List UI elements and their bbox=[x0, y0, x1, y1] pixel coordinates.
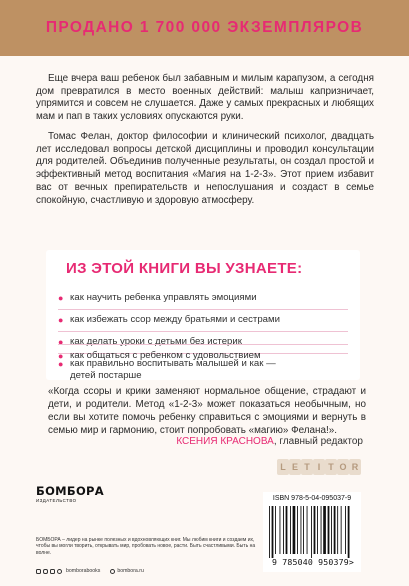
intro-paragraph-1: Еще вчера ваш ребенок был забавным и милым карапузом, а сегодня дом превратился в место военных действий: малыш капризничает, упрямится и совсем не слушается. Даже у самых прекрасных и любящих мам и пап в таких условиях опускаются руки. bbox=[36, 73, 374, 123]
divider bbox=[58, 344, 348, 345]
barcode-number: 9 785040 950379> bbox=[271, 557, 355, 567]
divider bbox=[58, 309, 348, 310]
logo-letter: T bbox=[301, 459, 313, 475]
learn-item: ● как научить ребенка управлять эмоциями bbox=[58, 292, 257, 303]
bullet-dot-icon: ● bbox=[58, 351, 64, 361]
editor-quote: «Когда ссоры и крики заменяют нормальное общение, страдают и дети, и родители. Метод «1-2-3» может показаться необычным, но если вы хотите помочь ребенку справиться с эмоциями и вернуть в семью мир и гармонию, стоит попробовать «магию» Фелана!». bbox=[48, 386, 366, 436]
isbn: ISBN 978-5-04-095037-9 bbox=[272, 495, 352, 502]
bullet-dot-icon: ● bbox=[58, 337, 64, 347]
logo-letter: E bbox=[289, 459, 301, 475]
publisher-blurb: БОМБОРА – лидер на рынке полезных и вдохновляющих книг. Мы любим книги и создаем их, чтобы вы могли творить, открывать мир, пробовать новое, расти. Быть счастливыми. Быть на волне. bbox=[36, 537, 256, 556]
letitor-logo bbox=[277, 459, 361, 477]
quote-role: , главный редактор bbox=[273, 436, 363, 447]
publisher-subtitle: ИЗДАТЕЛЬСТВО bbox=[36, 498, 77, 503]
logo-letter: I bbox=[313, 459, 325, 475]
barcode-icon bbox=[267, 506, 357, 558]
sales-banner: ПРОДАНО 1 700 000 ЭКЗЕМПЛЯРОВ bbox=[45, 19, 364, 36]
vk-icon[interactable] bbox=[36, 569, 41, 574]
globe-icon bbox=[110, 569, 115, 574]
publisher-logo bbox=[36, 486, 236, 503]
publisher-name: БОМБОРА bbox=[36, 484, 104, 498]
publisher-socials bbox=[36, 566, 144, 576]
publisher-site[interactable]: bombora.ru bbox=[117, 568, 144, 574]
intro-paragraph-2: Томас Фелан, доктор философии и клинический психолог, двадцать лет исследовал вопросы детской дисциплины и проводил консультации для родителей. Объединив полученные результаты, он создал простой и эффективный метод воспитания «Магия на 1-2-3». Этот прием избавит вас от вечных препирательств и непослушания и создаст в семье спокойную, счастливую и здоровую атмосферу. bbox=[36, 131, 374, 206]
learn-item: ● как избежать ссор между братьями и сестрами bbox=[58, 314, 280, 325]
social-handle[interactable]: bomborabooks bbox=[66, 568, 101, 574]
logo-letter: T bbox=[325, 459, 337, 475]
instagram-icon[interactable] bbox=[43, 569, 48, 574]
bullet-dot-icon: ● bbox=[58, 315, 64, 325]
bullet-dot-icon: ● bbox=[58, 359, 64, 369]
logo-letter: O bbox=[337, 459, 349, 475]
barcode-block bbox=[263, 492, 361, 572]
learn-item: ● как правильно воспитывать малышей и как — детей постарше bbox=[58, 358, 276, 381]
quote-signature bbox=[176, 436, 363, 447]
learn-item: ● как делать уроки с детьми без истерик bbox=[58, 336, 242, 347]
logo-letter: L bbox=[277, 459, 289, 475]
telegram-icon[interactable] bbox=[57, 569, 62, 574]
learn-item-last: ● как общаться с ребенком с удовольствием bbox=[58, 350, 261, 361]
logo-letter: R bbox=[349, 459, 361, 475]
quote-author: КСЕНИЯ КРАСНОВА bbox=[176, 436, 274, 447]
youtube-icon[interactable] bbox=[50, 569, 55, 574]
learn-title: ИЗ ЭТОЙ КНИГИ ВЫ УЗНАЕТЕ: bbox=[66, 260, 303, 277]
divider bbox=[58, 331, 348, 332]
bullet-dot-icon: ● bbox=[58, 293, 64, 303]
